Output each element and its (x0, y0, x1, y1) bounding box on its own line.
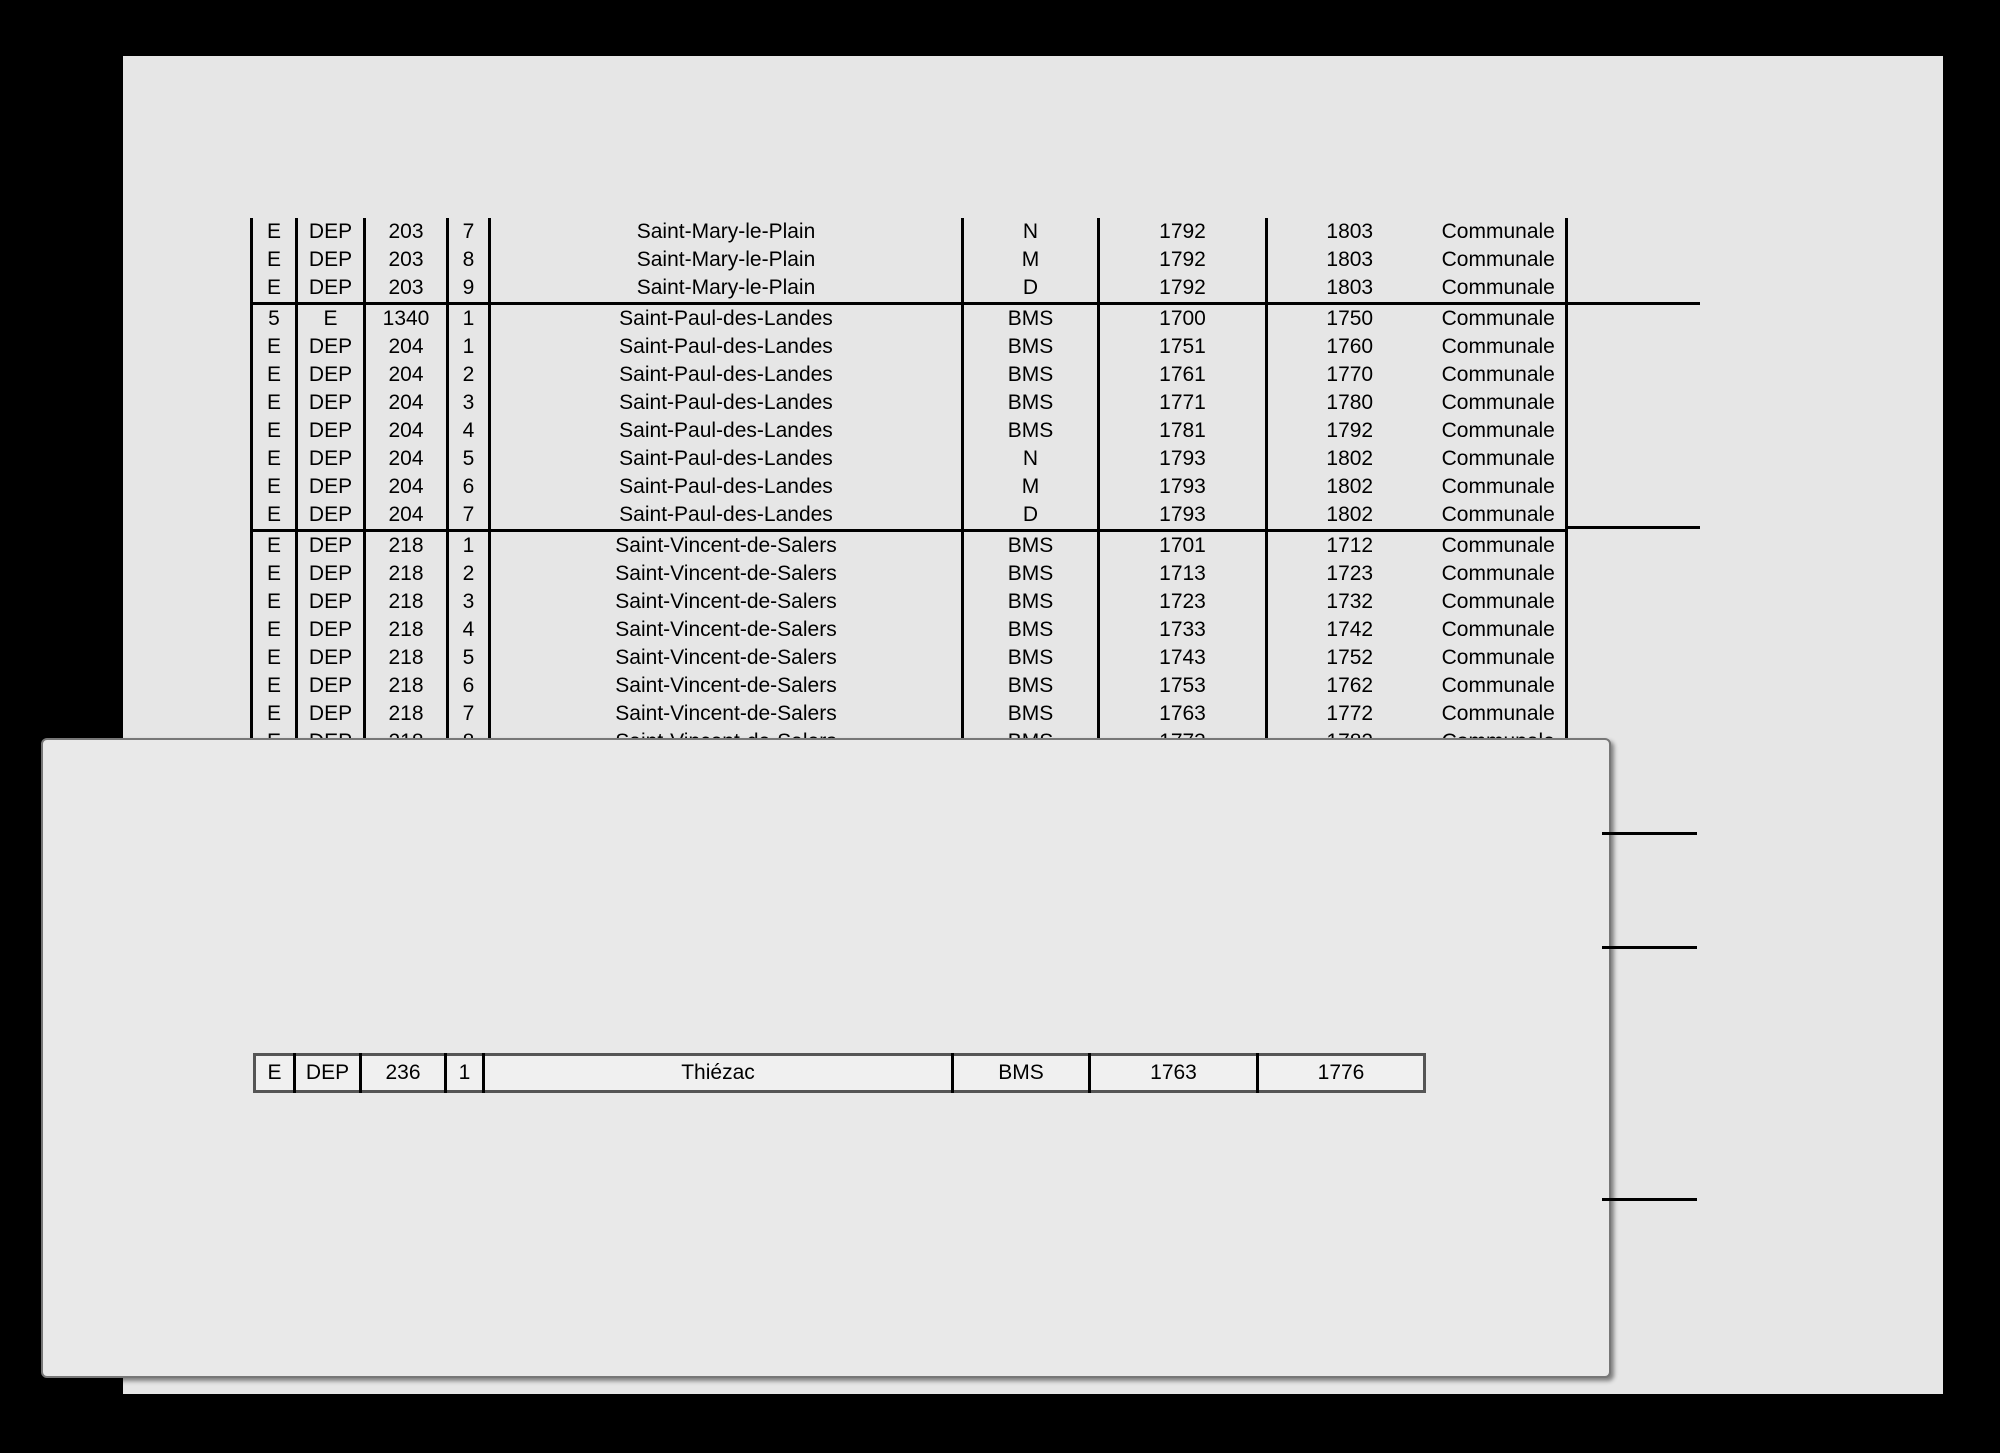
series-cell: E (252, 417, 297, 445)
series-cell: E (252, 644, 297, 672)
end-year-cell: 1802 (1326, 447, 1374, 470)
register-table-body (252, 218, 1567, 756)
end-year-cell: 1750 (1267, 304, 1432, 334)
series-cell: E (252, 616, 297, 644)
status-cell: Communale (1432, 700, 1567, 728)
article-cell: 218 (365, 588, 448, 616)
subseries-cell: DEP (297, 672, 365, 700)
act-type-cell: M (1021, 248, 1040, 271)
status-cell: Communale (1432, 389, 1567, 417)
commune-cell: Saint-Paul-des-Landes (490, 333, 963, 361)
table-row (252, 700, 1567, 728)
commune-cell: Saint-Paul-des-Landes (490, 361, 963, 389)
row-separator-extension (1565, 526, 1700, 529)
start-year-cell: 1763 (1090, 1055, 1258, 1092)
end-year-cell: 1752 (1326, 646, 1374, 669)
start-year-cell: 1713 (1099, 560, 1267, 588)
status-cell: Communale (1432, 218, 1567, 246)
act-type-cell: D (1022, 276, 1039, 299)
act-type-cell: BMS (953, 1055, 1090, 1092)
table-row (252, 644, 1567, 672)
subseries-cell: DEP (297, 333, 365, 361)
start-year-cell: 1753 (1099, 672, 1267, 700)
act-type-cell: BMS (1007, 702, 1054, 725)
commune-cell: Saint-Paul-des-Landes (490, 304, 963, 334)
table-row (252, 274, 1567, 304)
act-type-cell: BMS (963, 531, 1099, 561)
article-cell: 236 (361, 1055, 446, 1092)
status-cell: Communale (1432, 304, 1567, 334)
table-row (252, 588, 1567, 616)
start-year-cell: 1723 (1099, 588, 1267, 616)
subseries-cell: DEP (297, 644, 365, 672)
article-cell: 204 (365, 333, 448, 361)
item-cell: 1 (448, 333, 490, 361)
subseries-cell: DEP (297, 274, 365, 304)
series-cell: E (252, 700, 297, 728)
flap-record-table (253, 1053, 1426, 1093)
series-cell: E (252, 218, 297, 246)
series-cell: E (252, 501, 297, 531)
start-year-cell: 1793 (1099, 501, 1267, 531)
subseries-cell: DEP (297, 473, 365, 501)
act-type-cell: BMS (1007, 419, 1054, 442)
item-cell: 5 (448, 644, 490, 672)
series-cell: E (252, 531, 297, 561)
commune-cell: Saint-Paul-des-Landes (490, 473, 963, 501)
series-cell: E (252, 274, 297, 304)
commune-cell: Saint-Vincent-de-Salers (490, 531, 963, 561)
register-table (250, 218, 1568, 756)
flap-record-row (255, 1055, 1425, 1092)
table-row (252, 304, 1567, 334)
end-year-cell: 1803 (1326, 276, 1374, 299)
subseries-cell: E (297, 304, 365, 334)
table-row (252, 501, 1567, 531)
article-cell: 204 (365, 473, 448, 501)
subseries-cell: DEP (295, 1055, 361, 1092)
table-row (252, 333, 1567, 361)
table-row (252, 473, 1567, 501)
end-year-cell: 1803 (1326, 220, 1374, 243)
subseries-cell: DEP (297, 246, 365, 274)
subseries-cell: DEP (297, 700, 365, 728)
status-cell: Communale (1432, 560, 1567, 588)
end-year-cell: 1732 (1326, 590, 1374, 613)
article-cell: 218 (365, 616, 448, 644)
series-cell: E (252, 333, 297, 361)
series-cell: E (252, 473, 297, 501)
article-cell: 218 (365, 531, 448, 561)
start-year-cell: 1771 (1099, 389, 1267, 417)
commune-cell: Saint-Vincent-de-Salers (490, 560, 963, 588)
act-type-cell: BMS (1007, 674, 1054, 697)
act-type-cell: BMS (963, 304, 1099, 334)
item-cell: 8 (448, 246, 490, 274)
table-row (252, 672, 1567, 700)
series-cell: E (267, 1061, 282, 1084)
item-cell: 7 (448, 700, 490, 728)
act-type-cell: BMS (1007, 646, 1054, 669)
table-row (252, 531, 1567, 561)
status-cell: Communale (1432, 672, 1567, 700)
start-year-cell: 1793 (1099, 445, 1267, 473)
table-row (252, 246, 1567, 274)
series-cell: E (252, 445, 297, 473)
commune-cell: Saint-Paul-des-Landes (490, 445, 963, 473)
act-type-cell: M (1021, 475, 1040, 498)
act-type-cell: N (1022, 447, 1039, 470)
status-cell: Communale (1432, 588, 1567, 616)
series-cell: E (252, 560, 297, 588)
table-row (252, 616, 1567, 644)
commune-cell: Saint-Mary-le-Plain (490, 246, 963, 274)
item-cell: 2 (448, 560, 490, 588)
item-cell: 1 (448, 304, 490, 334)
article-cell: 204 (365, 445, 448, 473)
start-year-cell: 1792 (1099, 246, 1267, 274)
table-row (252, 417, 1567, 445)
end-year-cell: 1802 (1326, 503, 1374, 526)
series-cell: E (252, 361, 297, 389)
subseries-cell: DEP (297, 501, 365, 531)
item-cell: 6 (448, 473, 490, 501)
article-cell: 203 (365, 274, 448, 304)
item-cell: 1 (448, 531, 490, 561)
status-cell: Communale (1432, 361, 1567, 389)
status-cell: Communale (1432, 445, 1567, 473)
item-cell: 5 (448, 445, 490, 473)
end-year-cell: 1792 (1326, 419, 1374, 442)
end-year-cell: 1723 (1326, 562, 1374, 585)
commune-cell: Saint-Vincent-de-Salers (490, 700, 963, 728)
article-cell: 204 (365, 361, 448, 389)
act-type-cell: BMS (1007, 391, 1054, 414)
margin-mark (1602, 946, 1697, 949)
status-cell: Communale (1432, 333, 1567, 361)
act-type-cell: BMS (1007, 335, 1054, 358)
series-cell: E (252, 672, 297, 700)
subseries-cell: DEP (297, 417, 365, 445)
status-cell: Communale (1432, 501, 1567, 531)
status-cell: Communale (1432, 473, 1567, 501)
end-year-cell: 1776 (1258, 1055, 1425, 1092)
end-year-cell: 1772 (1326, 702, 1374, 725)
act-type-cell: D (1022, 503, 1039, 526)
status-cell: Communale (1432, 644, 1567, 672)
item-cell: 7 (448, 218, 490, 246)
start-year-cell: 1733 (1099, 616, 1267, 644)
end-year-cell: 1742 (1326, 618, 1374, 641)
status-cell: Communale (1432, 616, 1567, 644)
act-type-cell: BMS (1007, 562, 1054, 585)
article-cell: 218 (365, 644, 448, 672)
commune-cell: Saint-Vincent-de-Salers (490, 616, 963, 644)
commune-cell: Saint-Vincent-de-Salers (490, 672, 963, 700)
commune-cell: Saint-Vincent-de-Salers (490, 588, 963, 616)
table-row (252, 389, 1567, 417)
series-cell: E (252, 246, 297, 274)
article-cell: 203 (365, 218, 448, 246)
article-cell: 1340 (365, 304, 448, 334)
start-year-cell: 1701 (1099, 531, 1267, 561)
end-year-cell: 1803 (1326, 248, 1374, 271)
table-row (252, 218, 1567, 246)
start-year-cell: 1792 (1099, 274, 1267, 304)
status-cell: Communale (1432, 246, 1567, 274)
commune-cell: Saint-Vincent-de-Salers (490, 644, 963, 672)
item-cell: 4 (448, 417, 490, 445)
subseries-cell: DEP (297, 445, 365, 473)
subseries-cell: DEP (297, 218, 365, 246)
end-year-cell: 1780 (1326, 391, 1374, 414)
act-type-cell: BMS (1007, 363, 1054, 386)
item-cell: 9 (448, 274, 490, 304)
end-year-cell: 1762 (1326, 674, 1374, 697)
table-row (252, 361, 1567, 389)
commune-cell: Saint-Mary-le-Plain (490, 218, 963, 246)
commune-cell: Saint-Paul-des-Landes (490, 389, 963, 417)
series-cell: 5 (252, 304, 297, 334)
series-cell: E (252, 389, 297, 417)
commune-cell: Saint-Paul-des-Landes (490, 501, 963, 531)
commune-cell: Saint-Paul-des-Landes (490, 417, 963, 445)
commune-cell: Thiézac (484, 1055, 953, 1092)
act-type-cell: BMS (1007, 590, 1054, 613)
margin-mark (1602, 832, 1697, 835)
start-year-cell: 1751 (1099, 333, 1267, 361)
end-year-cell: 1802 (1326, 475, 1374, 498)
start-year-cell: 1700 (1099, 304, 1267, 334)
article-cell: 203 (365, 246, 448, 274)
subseries-cell: DEP (297, 560, 365, 588)
article-cell: 218 (365, 700, 448, 728)
start-year-cell: 1743 (1099, 644, 1267, 672)
subseries-cell: DEP (297, 616, 365, 644)
article-cell: 218 (365, 560, 448, 588)
act-type-cell: BMS (1007, 618, 1054, 641)
item-cell: 7 (448, 501, 490, 531)
start-year-cell: 1763 (1099, 700, 1267, 728)
article-cell: 218 (365, 672, 448, 700)
table-row (252, 560, 1567, 588)
start-year-cell: 1793 (1099, 473, 1267, 501)
article-cell: 204 (365, 501, 448, 531)
item-cell: 4 (448, 616, 490, 644)
start-year-cell: 1792 (1099, 218, 1267, 246)
subseries-cell: DEP (297, 531, 365, 561)
table-row (252, 445, 1567, 473)
end-year-cell: 1760 (1326, 335, 1374, 358)
item-cell: 6 (448, 672, 490, 700)
item-cell: 1 (446, 1055, 484, 1092)
article-cell: 204 (365, 389, 448, 417)
start-year-cell: 1761 (1099, 361, 1267, 389)
subseries-cell: DEP (297, 389, 365, 417)
subseries-cell: DEP (297, 588, 365, 616)
item-cell: 3 (448, 588, 490, 616)
item-cell: 2 (448, 361, 490, 389)
article-cell: 204 (365, 417, 448, 445)
item-cell: 3 (448, 389, 490, 417)
status-cell: Communale (1432, 274, 1567, 304)
subseries-cell: DEP (297, 361, 365, 389)
act-type-cell: N (1022, 220, 1039, 243)
status-cell: Communale (1432, 531, 1567, 561)
series-cell: E (252, 588, 297, 616)
end-year-cell: 1712 (1267, 531, 1432, 561)
margin-mark (1602, 1198, 1697, 1201)
status-cell: Communale (1432, 417, 1567, 445)
row-separator-extension (1565, 302, 1700, 305)
commune-cell: Saint-Mary-le-Plain (490, 274, 963, 304)
start-year-cell: 1781 (1099, 417, 1267, 445)
end-year-cell: 1770 (1326, 363, 1374, 386)
